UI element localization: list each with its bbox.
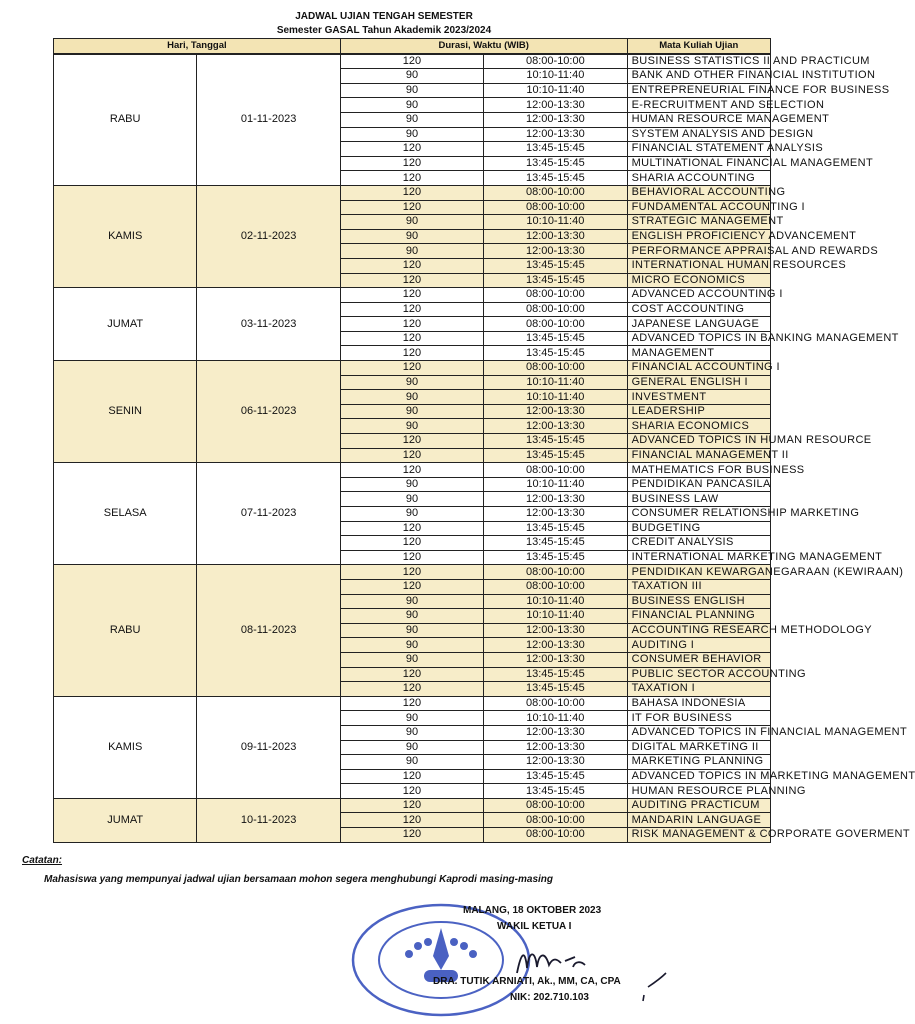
time-cell: 13:45-15:45 <box>484 536 627 551</box>
course-cell: ADVANCED TOPICS IN FINANCIAL MANAGEMENT <box>627 725 770 740</box>
date-cell: 08-11-2023 <box>197 565 340 696</box>
course-cell: MULTINATIONAL FINANCIAL MANAGEMENT <box>627 156 770 171</box>
time-cell: 12:00-13:30 <box>484 492 627 507</box>
duration-cell: 90 <box>340 112 483 127</box>
time-cell: 10:10-11:40 <box>484 390 627 405</box>
course-cell: RISK MANAGEMENT & CORPORATE GOVERMENT <box>627 828 770 843</box>
duration-cell: 90 <box>340 755 483 770</box>
course-cell: BUSINESS LAW <box>627 492 770 507</box>
time-cell: 08:00-10:00 <box>484 288 627 303</box>
course-cell: AUDITING PRACTICUM <box>627 798 770 813</box>
duration-cell: 120 <box>340 346 483 361</box>
duration-cell: 120 <box>340 54 483 69</box>
duration-cell: 120 <box>340 813 483 828</box>
table-row <box>54 361 771 376</box>
course-cell: FUNDAMENTAL ACCOUNTING I <box>627 200 770 215</box>
course-cell: GENERAL ENGLISH I <box>627 375 770 390</box>
duration-cell: 90 <box>340 404 483 419</box>
duration-cell: 90 <box>340 652 483 667</box>
time-cell: 08:00-10:00 <box>484 54 627 69</box>
signature-place-date: MALANG, 18 OKTOBER 2023 <box>463 905 602 916</box>
notes-heading: Catatan: <box>22 855 63 866</box>
time-cell: 12:00-13:30 <box>484 623 627 638</box>
date-cell: 06-11-2023 <box>197 361 340 463</box>
duration-cell: 120 <box>340 696 483 711</box>
time-cell: 12:00-13:30 <box>484 404 627 419</box>
duration-cell: 120 <box>340 828 483 843</box>
date-cell: 10-11-2023 <box>197 798 340 842</box>
duration-cell: 90 <box>340 725 483 740</box>
duration-cell: 120 <box>340 331 483 346</box>
duration-cell: 90 <box>340 69 483 84</box>
header-day-date: Hari, Tanggal <box>54 39 341 54</box>
course-cell: TAXATION III <box>627 579 770 594</box>
course-cell: PERFORMANCE APPRAISAL AND REWARDS <box>627 244 770 259</box>
course-cell: MANDARIN LANGUAGE <box>627 813 770 828</box>
duration-cell: 120 <box>340 667 483 682</box>
course-cell: COST ACCOUNTING <box>627 302 770 317</box>
time-cell: 08:00-10:00 <box>484 185 627 200</box>
time-cell: 12:00-13:30 <box>484 755 627 770</box>
time-cell: 10:10-11:40 <box>484 477 627 492</box>
course-cell: HUMAN RESOURCE MANAGEMENT <box>627 112 770 127</box>
duration-cell: 120 <box>340 463 483 478</box>
time-cell: 10:10-11:40 <box>484 375 627 390</box>
duration-cell: 90 <box>340 638 483 653</box>
date-cell: 01-11-2023 <box>197 54 340 185</box>
duration-cell: 120 <box>340 258 483 273</box>
duration-cell: 120 <box>340 521 483 536</box>
duration-cell: 120 <box>340 317 483 332</box>
time-cell: 08:00-10:00 <box>484 361 627 376</box>
course-cell: PUBLIC SECTOR ACCOUNTING <box>627 667 770 682</box>
time-cell: 08:00-10:00 <box>484 302 627 317</box>
time-cell: 10:10-11:40 <box>484 711 627 726</box>
duration-cell: 120 <box>340 448 483 463</box>
time-cell: 12:00-13:30 <box>484 244 627 259</box>
duration-cell: 120 <box>340 682 483 697</box>
duration-cell: 120 <box>340 536 483 551</box>
day-cell: SELASA <box>54 463 197 565</box>
duration-cell: 90 <box>340 740 483 755</box>
day-cell: KAMIS <box>54 185 197 287</box>
course-cell: INTERNATIONAL HUMAN RESOURCES <box>627 258 770 273</box>
course-cell: MANAGEMENT <box>627 346 770 361</box>
course-cell: CREDIT ANALYSIS <box>627 536 770 551</box>
duration-cell: 120 <box>340 200 483 215</box>
table-row <box>54 185 771 200</box>
time-cell: 08:00-10:00 <box>484 200 627 215</box>
duration-cell: 120 <box>340 784 483 799</box>
time-cell: 13:45-15:45 <box>484 434 627 449</box>
time-cell: 08:00-10:00 <box>484 798 627 813</box>
signatory-name: DRA. TUTIK ARNIATI, Ak., MM, CA, CPA <box>433 976 621 987</box>
day-cell: RABU <box>54 54 197 185</box>
header-duration-time: Durasi, Waktu (WIB) <box>340 39 627 54</box>
exam-schedule-table <box>53 38 915 843</box>
time-cell: 13:45-15:45 <box>484 346 627 361</box>
time-cell: 13:45-15:45 <box>484 258 627 273</box>
course-cell: E-RECRUITMENT AND SELECTION <box>627 98 770 113</box>
duration-cell: 120 <box>340 361 483 376</box>
duration-cell: 120 <box>340 579 483 594</box>
duration-cell: 120 <box>340 769 483 784</box>
time-cell: 08:00-10:00 <box>484 813 627 828</box>
course-cell: HUMAN RESOURCE PLANNING <box>627 784 770 799</box>
course-cell: AUDITING I <box>627 638 770 653</box>
duration-cell: 90 <box>340 127 483 142</box>
time-cell: 08:00-10:00 <box>484 463 627 478</box>
course-cell: JAPANESE LANGUAGE <box>627 317 770 332</box>
duration-cell: 120 <box>340 156 483 171</box>
duration-cell: 90 <box>340 98 483 113</box>
course-cell: FINANCIAL STATEMENT ANALYSIS <box>627 142 770 157</box>
day-cell: RABU <box>54 565 197 696</box>
duration-cell: 120 <box>340 434 483 449</box>
duration-cell: 120 <box>340 185 483 200</box>
time-cell: 08:00-10:00 <box>484 579 627 594</box>
course-cell: FINANCIAL ACCOUNTING I <box>627 361 770 376</box>
table-row <box>54 288 771 303</box>
course-cell: IT FOR BUSINESS <box>627 711 770 726</box>
time-cell: 12:00-13:30 <box>484 112 627 127</box>
header-course: Mata Kuliah Ujian <box>627 39 770 54</box>
course-cell: BUSINESS ENGLISH <box>627 594 770 609</box>
course-cell: ACCOUNTING RESEARCH METHODOLOGY <box>627 623 770 638</box>
course-cell: CONSUMER BEHAVIOR <box>627 652 770 667</box>
table-header-row <box>54 39 771 54</box>
course-cell: MARKETING PLANNING <box>627 755 770 770</box>
duration-cell: 120 <box>340 288 483 303</box>
course-cell: BEHAVIORAL ACCOUNTING <box>627 185 770 200</box>
time-cell: 13:45-15:45 <box>484 769 627 784</box>
course-cell: FINANCIAL MANAGEMENT II <box>627 448 770 463</box>
course-cell: FINANCIAL PLANNING <box>627 609 770 624</box>
date-cell: 07-11-2023 <box>197 463 340 565</box>
time-cell: 13:45-15:45 <box>484 273 627 288</box>
duration-cell: 90 <box>340 609 483 624</box>
duration-cell: 120 <box>340 142 483 157</box>
table-row <box>54 54 771 69</box>
date-cell: 03-11-2023 <box>197 288 340 361</box>
duration-cell: 120 <box>340 798 483 813</box>
time-cell: 08:00-10:00 <box>484 565 627 580</box>
course-cell: PENDIDIKAN PANCASILA <box>627 477 770 492</box>
course-cell: SYSTEM ANALYSIS AND DESIGN <box>627 127 770 142</box>
day-cell: JUMAT <box>54 288 197 361</box>
time-cell: 12:00-13:30 <box>484 127 627 142</box>
course-cell: CONSUMER RELATIONSHIP MARKETING <box>627 507 770 522</box>
duration-cell: 120 <box>340 273 483 288</box>
duration-cell: 90 <box>340 390 483 405</box>
duration-cell: 90 <box>340 594 483 609</box>
table-row <box>54 463 771 478</box>
course-cell: INVESTMENT <box>627 390 770 405</box>
course-cell: ADVANCED TOPICS IN MARKETING MANAGEMENT <box>627 769 770 784</box>
time-cell: 10:10-11:40 <box>484 83 627 98</box>
course-cell: PENDIDIKAN KEWARGANEGARAAN (KEWIRAAN) <box>627 565 770 580</box>
duration-cell: 90 <box>340 507 483 522</box>
duration-cell: 90 <box>340 244 483 259</box>
day-cell: SENIN <box>54 361 197 463</box>
course-cell: BUSINESS STATISTICS II AND PRACTICUM <box>627 54 770 69</box>
time-cell: 12:00-13:30 <box>484 725 627 740</box>
date-cell: 09-11-2023 <box>197 696 340 798</box>
time-cell: 10:10-11:40 <box>484 69 627 84</box>
time-cell: 13:45-15:45 <box>484 171 627 186</box>
course-cell: MATHEMATICS FOR BUSINESS <box>627 463 770 478</box>
duration-cell: 90 <box>340 419 483 434</box>
time-cell: 08:00-10:00 <box>484 828 627 843</box>
course-cell: ENGLISH PROFICIENCY ADVANCEMENT <box>627 229 770 244</box>
date-cell: 02-11-2023 <box>197 185 340 287</box>
duration-cell: 90 <box>340 711 483 726</box>
course-cell: SHARIA ECONOMICS <box>627 419 770 434</box>
course-cell: INTERNATIONAL MARKETING MANAGEMENT <box>627 550 770 565</box>
time-cell: 10:10-11:40 <box>484 215 627 230</box>
time-cell: 13:45-15:45 <box>484 550 627 565</box>
course-cell: STRATEGIC MANAGEMENT <box>627 215 770 230</box>
course-cell: BAHASA INDONESIA <box>627 696 770 711</box>
course-cell: SHARIA ACCOUNTING <box>627 171 770 186</box>
time-cell: 13:45-15:45 <box>484 667 627 682</box>
time-cell: 12:00-13:30 <box>484 638 627 653</box>
time-cell: 10:10-11:40 <box>484 609 627 624</box>
day-cell: JUMAT <box>54 798 197 842</box>
course-cell: DIGITAL MARKETING II <box>627 740 770 755</box>
duration-cell: 90 <box>340 229 483 244</box>
duration-cell: 90 <box>340 623 483 638</box>
course-cell: TAXATION I <box>627 682 770 697</box>
duration-cell: 90 <box>340 215 483 230</box>
time-cell: 12:00-13:30 <box>484 652 627 667</box>
duration-cell: 120 <box>340 550 483 565</box>
table-row <box>54 798 771 813</box>
time-cell: 13:45-15:45 <box>484 331 627 346</box>
duration-cell: 120 <box>340 302 483 317</box>
course-cell: ENTREPRENEURIAL FINANCE FOR BUSINESS <box>627 83 770 98</box>
course-cell: BUDGETING <box>627 521 770 536</box>
time-cell: 13:45-15:45 <box>484 448 627 463</box>
initial-mark <box>640 965 680 1005</box>
time-cell: 13:45-15:45 <box>484 682 627 697</box>
time-cell: 10:10-11:40 <box>484 594 627 609</box>
notes-body: Mahasiswa yang mempunyai jadwal ujian bersamaan mohon segera menghubungi Kaprodi masing-masing <box>44 874 554 885</box>
time-cell: 13:45-15:45 <box>484 521 627 536</box>
time-cell: 13:45-15:45 <box>484 784 627 799</box>
time-cell: 12:00-13:30 <box>484 507 627 522</box>
day-cell: KAMIS <box>54 696 197 798</box>
time-cell: 12:00-13:30 <box>484 419 627 434</box>
course-cell: MICRO ECONOMICS <box>627 273 770 288</box>
duration-cell: 90 <box>340 492 483 507</box>
course-cell: ADVANCED TOPICS IN HUMAN RESOURCE <box>627 434 770 449</box>
signature-role: WAKIL KETUA I <box>497 921 572 932</box>
duration-cell: 120 <box>340 171 483 186</box>
time-cell: 12:00-13:30 <box>484 229 627 244</box>
duration-cell: 120 <box>340 565 483 580</box>
course-cell: ADVANCED TOPICS IN BANKING MANAGEMENT <box>627 331 770 346</box>
duration-cell: 90 <box>340 375 483 390</box>
time-cell: 12:00-13:30 <box>484 98 627 113</box>
course-cell: LEADERSHIP <box>627 404 770 419</box>
course-cell: ADVANCED ACCOUNTING I <box>627 288 770 303</box>
table-row <box>54 696 771 711</box>
document-title: JADWAL UJIAN TENGAH SEMESTER <box>295 11 473 22</box>
schedule-body <box>54 54 915 842</box>
time-cell: 08:00-10:00 <box>484 317 627 332</box>
course-cell: BANK AND OTHER FINANCIAL INSTITUTION <box>627 69 770 84</box>
time-cell: 13:45-15:45 <box>484 156 627 171</box>
duration-cell: 90 <box>340 477 483 492</box>
table-row <box>54 565 771 580</box>
time-cell: 12:00-13:30 <box>484 740 627 755</box>
time-cell: 08:00-10:00 <box>484 696 627 711</box>
time-cell: 13:45-15:45 <box>484 142 627 157</box>
duration-cell: 90 <box>340 83 483 98</box>
document-subtitle: Semester GASAL Tahun Akademik 2023/2024 <box>276 25 492 36</box>
signatory-nik: NIK: 202.710.103 <box>510 992 589 1003</box>
